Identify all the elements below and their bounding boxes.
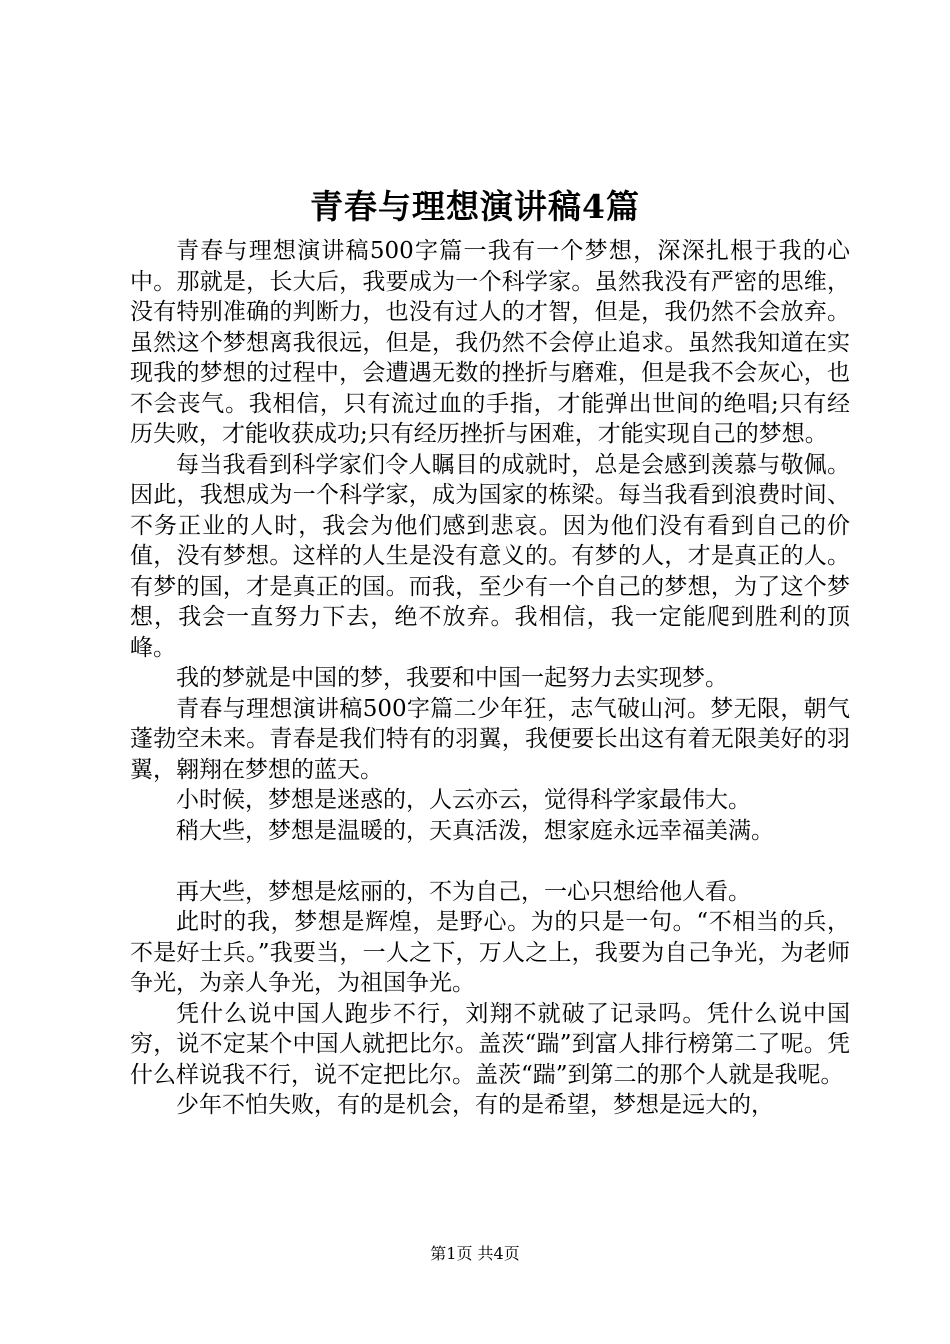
blank-line <box>130 846 850 877</box>
paragraph-9: 凭什么说中国人跑步不行，刘翔不就破了记录吗。凭什么说中国穷，说不定某个中国人就把比尔。盖茨“踹”到富人排行榜第二了呢。凭什么样说我不行，说不定把比尔。盖茨“踹”到第二的那个人就是我呢。 <box>130 1000 850 1088</box>
paragraph-7: 再大些，梦想是炫丽的，不为自己，一心只想给他人看。 <box>176 878 751 905</box>
paragraph-5: 小时候，梦想是迷惑的，人云亦云，觉得科学家最伟大。 <box>176 787 751 813</box>
paragraph-4: 青春与理想演讲稿500字篇二少年狂，志气破山河。梦无限，朝气蓬勃空未来。青春是我们特有的羽翼，我便要长出这有着无限美好的羽翼，翱翔在梦想的蓝天。 <box>130 695 850 783</box>
document-title: 青春与理想演讲稿4篇 <box>310 187 640 226</box>
paragraph-1: 青春与理想演讲稿500字篇一我有一个梦想，深深扎根于我的心中。那就是，长大后，我要成为一个科学家。虽然我没有严密的思维，没有特别准确的判断力，也没有过人的才智，但是，我仍然不会放弃。虽然这个梦想离我很远，但是，我仍然不会停止追求。虽然我知道在实现我的梦想的过程中，会遭遇无数的挫折与磨难，但是我不会灰心，也不会丧气。我相信，只有流过血的手指，才能弹出世间的绝唱;只有经历失败，才能收获成功;只有经历挫折与困难，才能实现自己的梦想。 <box>130 238 850 447</box>
paragraph-6: 稍大些，梦想是温暖的，天真活泼，想家庭永远幸福美满。 <box>176 817 774 844</box>
paragraph-10: 少年不怕失败，有的是机会，有的是希望，梦想是远大的， <box>176 1092 774 1118</box>
page-number: 第1页 共4页 <box>430 1244 520 1263</box>
document-body <box>130 236 850 1121</box>
paragraph-8: 此时的我，梦想是辉煌，是野心。为的只是一句。“不相当的兵，不是好士兵。”我要当，一人之下，万人之上，我要为自己争光，为老师争光，为亲人争光，为祖国争光。 <box>130 909 850 996</box>
paragraph-3: 我的梦就是中国的梦，我要和中国一起努力去实现梦。 <box>176 665 728 691</box>
paragraph-2: 每当我看到科学家们令人瞩目的成就时，总是会感到羡慕与敬佩。因此，我想成为一个科学家，成为国家的栋梁。每当我看到浪费时间、不务正业的人时，我会为他们感到悲哀。因为他们没有看到自己的价值，没有梦想。这样的人生是没有意义的。有梦的人，才是真正的人。有梦的国，才是真正的国。而我，至少有一个自己的梦想，为了这个梦想，我会一直努力下去，绝不放弃。我相信，我一定能爬到胜利的顶峰。 <box>130 451 850 661</box>
